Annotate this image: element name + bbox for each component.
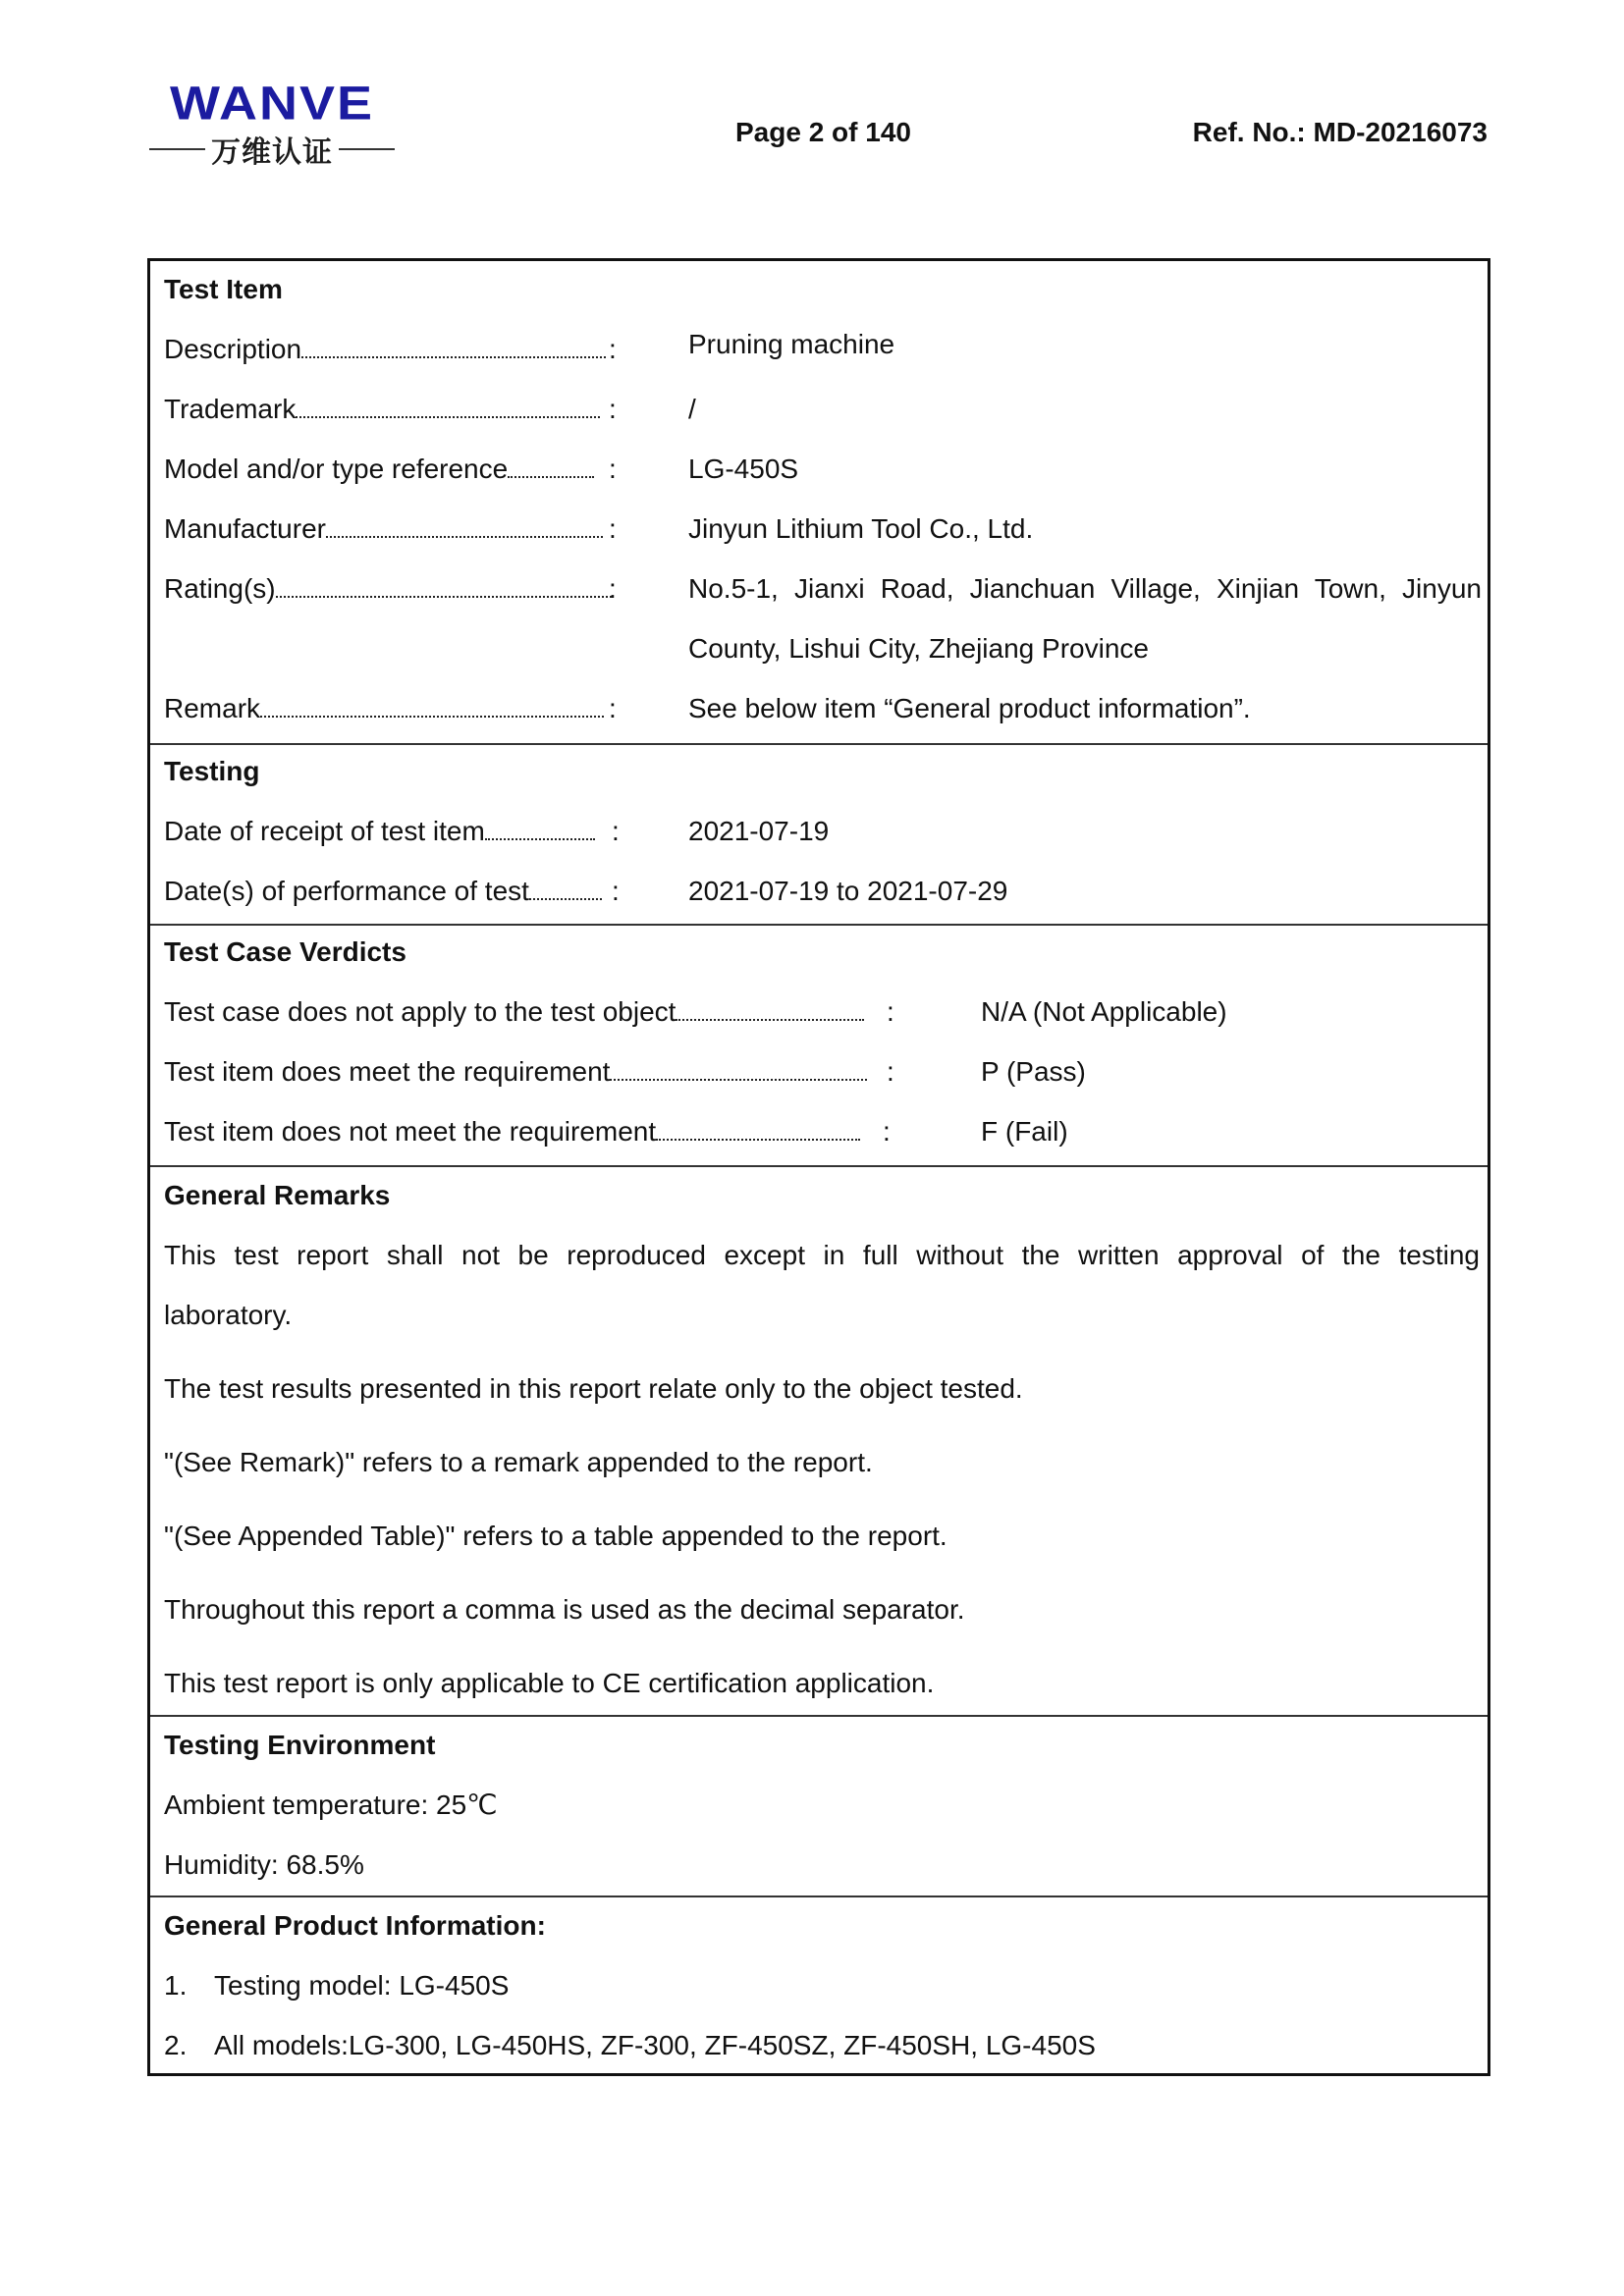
verdict-value-fail: F (Fail) — [981, 1116, 1068, 1147]
field-label-model: Model and/or type reference — [164, 453, 594, 486]
section-title: General Remarks — [164, 1180, 391, 1210]
section-testing-environment — [150, 1715, 1488, 1896]
page-number: Page 2 of 140 — [735, 117, 911, 147]
section-title: Test Item — [164, 274, 283, 304]
logo-subtitle — [149, 130, 395, 169]
field-value-ratings-line2: County, Lishui City, Zhejiang Province — [688, 633, 1149, 664]
colon: : — [887, 996, 894, 1027]
remark-line: Throughout this report a comma is used as the decimal separator. — [164, 1594, 965, 1625]
remark-line: "(See Appended Table)" refers to a table appended to the report. — [164, 1521, 947, 1551]
field-label-trademark: Trademark — [164, 393, 600, 426]
colon: : — [609, 573, 617, 604]
section-general-remarks — [150, 1165, 1488, 1716]
colon: : — [609, 454, 617, 484]
list-item-number: 2. — [164, 2030, 188, 2060]
remark-line: This test report is only applicable to CE certification application. — [164, 1668, 935, 1698]
field-value-model: LG-450S — [688, 454, 799, 484]
field-label-ratings: Rating(s) — [164, 572, 612, 606]
section-test-item — [150, 261, 1488, 743]
list-item-all-models: All models:LG-300, LG-450HS, ZF-300, ZF-450SZ, ZF-450SH, LG-450S — [214, 2030, 1096, 2060]
verdict-value-pass: P (Pass) — [981, 1056, 1086, 1087]
field-value-trademark: / — [688, 394, 696, 424]
field-value-ratings-line1: No.5-1, Jianxi Road, Jianchuan Village, Xinjian Town, Jinyun — [688, 573, 1482, 604]
field-value-remark: See below item “General product information”. — [688, 693, 1251, 723]
list-item-testing-model: Testing model: LG-450S — [214, 1970, 510, 2001]
section-title: General Product Information: — [164, 1910, 546, 1941]
field-value-description: Pruning machine — [688, 329, 895, 359]
verdict-label-pass: Test item does meet the requirement — [164, 1055, 867, 1089]
field-value-manufacturer: Jinyun Lithium Tool Co., Ltd. — [688, 513, 1034, 544]
colon: : — [883, 1116, 891, 1147]
section-test-case-verdicts — [150, 924, 1488, 1166]
verdict-value-na: N/A (Not Applicable) — [981, 996, 1227, 1027]
humidity: Humidity: 68.5% — [164, 1849, 364, 1880]
section-title: Test Case Verdicts — [164, 936, 406, 967]
section-general-product-information — [150, 1896, 1488, 2075]
logo-wordmark: WANVE — [169, 77, 375, 131]
field-label-manufacturer: Manufacturer — [164, 512, 603, 546]
colon: : — [887, 1056, 894, 1087]
field-label-description: Description — [164, 333, 606, 366]
company-logo — [149, 79, 395, 169]
section-title: Testing Environment — [164, 1730, 436, 1760]
report-info-table — [147, 258, 1490, 2076]
reference-number: Ref. No.: MD-20216073 — [1192, 117, 1488, 147]
field-value-performance-dates: 2021-07-19 to 2021-07-29 — [688, 876, 1008, 906]
logo-rule-right — [339, 148, 395, 150]
remark-line: The test results presented in this report relate only to the object tested. — [164, 1373, 1023, 1404]
field-value-receipt-date: 2021-07-19 — [688, 816, 830, 846]
verdict-label-fail: Test item does not meet the requirement — [164, 1115, 860, 1148]
colon: : — [609, 693, 617, 723]
colon: : — [609, 513, 617, 544]
section-title: Testing — [164, 756, 260, 786]
field-label-performance-dates: Date(s) of performance of test — [164, 875, 602, 908]
list-item-number: 1. — [164, 1970, 188, 2001]
colon: : — [612, 876, 620, 906]
remark-line: "(See Remark)" refers to a remark appended to the report. — [164, 1447, 873, 1477]
remark-reproduction-line1: This test report shall not be reproduced except in full without the written approval of the testing — [164, 1240, 1480, 1270]
colon: : — [612, 816, 620, 846]
logo-chinese-text: 万维认证 — [211, 135, 333, 170]
field-label-receipt-date: Date of receipt of test item — [164, 815, 595, 848]
remark-reproduction-line2: laboratory. — [164, 1300, 293, 1330]
logo-rule-left — [149, 148, 205, 150]
ambient-temperature: Ambient temperature: 25℃ — [164, 1789, 498, 1820]
section-testing — [150, 743, 1488, 925]
colon: : — [609, 394, 617, 424]
field-label-remark: Remark — [164, 692, 604, 725]
verdict-label-na: Test case does not apply to the test object — [164, 995, 864, 1029]
colon: : — [609, 334, 617, 364]
